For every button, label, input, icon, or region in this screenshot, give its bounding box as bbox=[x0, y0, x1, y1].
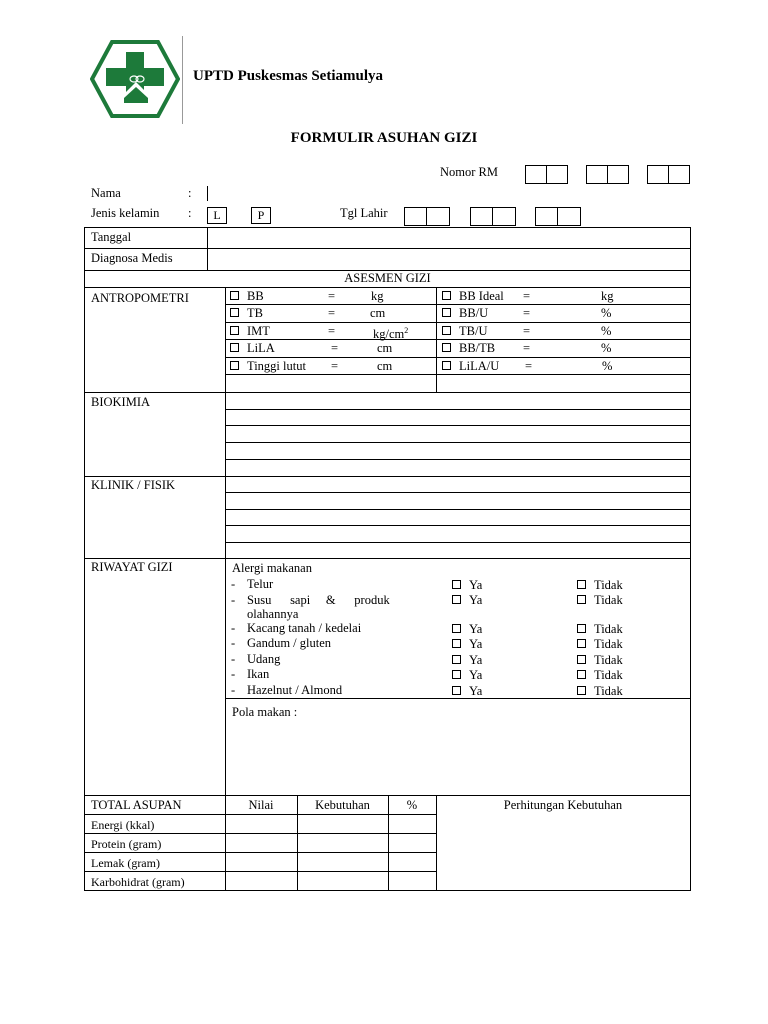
form-title: FORMULIR ASUHAN GIZI bbox=[290, 130, 478, 146]
anthro-row-bb-u[interactable]: BB/U bbox=[442, 306, 488, 320]
checkbox-icon[interactable] bbox=[452, 595, 461, 604]
checkbox-icon[interactable] bbox=[230, 308, 239, 317]
alergi-dash: - bbox=[231, 667, 236, 681]
nomor-rm-field-3[interactable] bbox=[647, 165, 690, 184]
anthro-row-bb[interactable]: BB bbox=[230, 289, 264, 303]
antropometri-label: ANTROPOMETRI bbox=[91, 291, 189, 305]
alergi-dash: - bbox=[231, 636, 236, 650]
pola-makan-input[interactable] bbox=[226, 722, 689, 794]
alergi-item-susu: Susu sapi & produk bbox=[247, 593, 390, 607]
anthro-unit: cm bbox=[370, 306, 386, 320]
puskesmas-logo bbox=[90, 40, 180, 118]
checkbox-icon[interactable] bbox=[577, 686, 586, 695]
option-ya[interactable]: Ya bbox=[452, 637, 482, 651]
checkbox-icon[interactable] bbox=[442, 291, 451, 300]
checkbox-icon[interactable] bbox=[452, 655, 461, 664]
nama-label: Nama bbox=[91, 186, 121, 200]
tgl-lahir-label: Tgl Lahir bbox=[340, 206, 388, 220]
checkbox-icon[interactable] bbox=[442, 326, 451, 335]
diagnosa-label: Diagnosa Medis bbox=[91, 251, 173, 265]
anthro-eq: = bbox=[523, 289, 531, 303]
anthro-eq: = bbox=[523, 324, 531, 338]
asesmen-table bbox=[84, 270, 691, 891]
checkbox-icon[interactable] bbox=[577, 595, 586, 604]
checkbox-icon[interactable] bbox=[230, 343, 239, 352]
checkbox-icon[interactable] bbox=[230, 361, 239, 370]
alergi-item-susu-cont: olahannya bbox=[247, 607, 299, 621]
anthro-unit: % bbox=[601, 306, 612, 320]
anthro-unit: % bbox=[602, 359, 613, 373]
anthro-row-tb-u[interactable]: TB/U bbox=[442, 324, 487, 338]
checkbox-icon[interactable] bbox=[452, 624, 461, 633]
anthro-row-tb[interactable]: TB bbox=[230, 306, 263, 320]
checkbox-icon[interactable] bbox=[442, 308, 451, 317]
biokimia-input[interactable] bbox=[226, 393, 689, 475]
option-ya[interactable]: Ya bbox=[452, 622, 482, 636]
jenis-kelamin-colon: : bbox=[188, 206, 192, 220]
anthro-row-tinggi-lutut[interactable]: Tinggi lutut bbox=[230, 359, 306, 373]
anthro-unit: $kg/cm^2$ bbox=[373, 326, 409, 342]
anthro-unit: % bbox=[601, 324, 612, 338]
biokimia-label: BIOKIMIA bbox=[91, 395, 151, 409]
alergi-item-gandum: Gandum / gluten bbox=[247, 636, 332, 650]
checkbox-icon[interactable] bbox=[577, 639, 586, 648]
option-tidak[interactable]: Tidak bbox=[577, 593, 623, 607]
asupan-row-energi: Energi (kkal) bbox=[91, 818, 155, 832]
option-tidak[interactable]: Tidak bbox=[577, 637, 623, 651]
alergi-dash: - bbox=[231, 593, 236, 607]
org-name: UPTD Puskesmas Setiamulya bbox=[193, 68, 384, 84]
diagnosa-input[interactable] bbox=[208, 249, 688, 268]
alergi-title: Alergi makanan bbox=[232, 561, 312, 575]
perhitungan-input[interactable] bbox=[437, 815, 689, 889]
nama-input[interactable] bbox=[207, 186, 208, 201]
gender-l-box[interactable]: L bbox=[207, 207, 227, 224]
anthro-eq: = bbox=[328, 324, 336, 338]
col-persen: % bbox=[406, 798, 418, 812]
jenis-kelamin-label: Jenis kelamin bbox=[91, 206, 160, 220]
checkbox-icon[interactable] bbox=[452, 670, 461, 679]
alergi-dash: - bbox=[231, 652, 236, 666]
option-tidak[interactable]: Tidak bbox=[577, 578, 623, 592]
option-tidak[interactable]: Tidak bbox=[577, 622, 623, 636]
tgl-lahir-month[interactable] bbox=[470, 207, 516, 226]
anthro-eq: = bbox=[328, 289, 336, 303]
checkbox-icon[interactable] bbox=[452, 580, 461, 589]
option-tidak[interactable]: Tidak bbox=[577, 684, 623, 698]
alergi-item-telur: Telur bbox=[247, 577, 274, 591]
checkbox-icon[interactable] bbox=[442, 343, 451, 352]
anthro-row-imt[interactable]: IMT bbox=[230, 324, 270, 338]
option-ya[interactable]: Ya bbox=[452, 593, 482, 607]
anthro-unit: cm bbox=[377, 341, 393, 355]
klinik-label: KLINIK / FISIK bbox=[91, 478, 176, 492]
anthro-unit: kg bbox=[371, 289, 384, 303]
col-kebutuhan: Kebutuhan bbox=[315, 798, 370, 812]
anthro-row-bb-ideal[interactable]: BB Ideal bbox=[442, 289, 504, 303]
option-ya[interactable]: Ya bbox=[452, 668, 482, 682]
anthro-row-bb-tb[interactable]: BB/TB bbox=[442, 341, 495, 355]
checkbox-icon[interactable] bbox=[442, 361, 451, 370]
asupan-row-protein: Protein (gram) bbox=[91, 837, 162, 851]
nomor-rm-field-2[interactable] bbox=[586, 165, 629, 184]
checkbox-icon[interactable] bbox=[452, 639, 461, 648]
alergi-item-ikan: Ikan bbox=[247, 667, 270, 681]
anthro-unit: % bbox=[601, 341, 612, 355]
col-perhitungan: Perhitungan Kebutuhan bbox=[503, 798, 623, 812]
alergi-item-kacang: Kacang tanah / kedelai bbox=[247, 621, 362, 635]
anthro-row-lila[interactable]: LiLA bbox=[230, 341, 275, 355]
asesmen-heading: ASESMEN GIZI bbox=[344, 271, 431, 285]
checkbox-icon[interactable] bbox=[452, 686, 461, 695]
anthro-eq: = bbox=[525, 359, 533, 373]
alergi-dash: - bbox=[231, 577, 236, 591]
total-asupan-label: TOTAL ASUPAN bbox=[91, 798, 182, 812]
pola-makan-label: Pola makan : bbox=[232, 705, 298, 719]
anthro-row-lila-u[interactable]: LiLA/U bbox=[442, 359, 499, 373]
anthro-eq: = bbox=[523, 306, 531, 320]
option-ya[interactable]: Ya bbox=[452, 578, 482, 592]
nomor-rm-label: Nomor RM bbox=[440, 165, 498, 179]
tanggal-input[interactable] bbox=[208, 228, 688, 247]
anthro-eq: = bbox=[328, 306, 336, 320]
option-tidak[interactable]: Tidak bbox=[577, 653, 623, 667]
asupan-row-karbohidrat: Karbohidrat (gram) bbox=[91, 875, 185, 889]
checkbox-icon[interactable] bbox=[577, 655, 586, 664]
alergi-dash: - bbox=[231, 621, 236, 635]
riwayat-label: RIWAYAT GIZI bbox=[91, 560, 173, 574]
alergi-dash: - bbox=[231, 683, 236, 697]
anthro-eq: = bbox=[523, 341, 531, 355]
checkbox-icon[interactable] bbox=[577, 580, 586, 589]
nama-colon: : bbox=[188, 186, 192, 200]
anthro-eq: = bbox=[331, 359, 339, 373]
tgl-lahir-day[interactable] bbox=[404, 207, 450, 226]
checkbox-icon[interactable] bbox=[577, 624, 586, 633]
checkbox-icon[interactable] bbox=[230, 291, 239, 300]
header-divider bbox=[182, 36, 183, 124]
anthro-unit: cm bbox=[377, 359, 393, 373]
anthro-eq: = bbox=[331, 341, 339, 355]
tanggal-label: Tanggal bbox=[91, 230, 132, 244]
tgl-lahir-year[interactable] bbox=[535, 207, 581, 226]
checkbox-icon[interactable] bbox=[577, 670, 586, 679]
alergi-item-hazelnut: Hazelnut / Almond bbox=[247, 683, 343, 697]
checkbox-icon[interactable] bbox=[230, 326, 239, 335]
option-ya[interactable]: Ya bbox=[452, 684, 482, 698]
anthro-unit: kg bbox=[601, 289, 614, 303]
alergi-item-udang: Udang bbox=[247, 652, 281, 666]
asupan-row-lemak: Lemak (gram) bbox=[91, 856, 160, 870]
klinik-input[interactable] bbox=[226, 477, 689, 557]
option-tidak[interactable]: Tidak bbox=[577, 668, 623, 682]
option-ya[interactable]: Ya bbox=[452, 653, 482, 667]
nomor-rm-field-1[interactable] bbox=[525, 165, 568, 184]
col-nilai: Nilai bbox=[248, 798, 274, 812]
gender-p-box[interactable]: P bbox=[251, 207, 271, 224]
